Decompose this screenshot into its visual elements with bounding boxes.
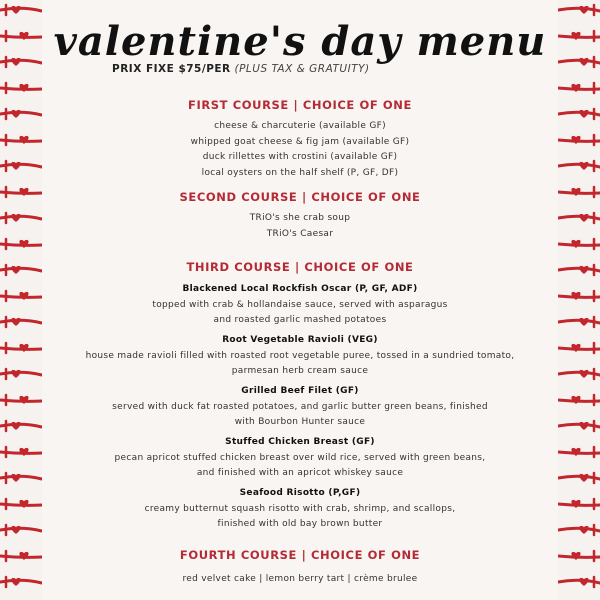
first-course-list bbox=[42, 119, 558, 181]
heart-arrow-icon bbox=[0, 213, 42, 223]
heart-arrow-icon bbox=[0, 343, 42, 353]
dish-desc: creamy butternut squash risotto with crab, shrimp, and scallops, bbox=[144, 503, 456, 514]
heart-arrow-icon bbox=[558, 317, 600, 327]
dish-desc: served with duck fat roasted potatoes, and garlic butter green beans, finished bbox=[112, 401, 488, 412]
list-item: duck rillettes with crostini (available GF) bbox=[202, 152, 398, 162]
heart-arrow-icon bbox=[0, 525, 42, 535]
heart-arrow-icon bbox=[558, 135, 600, 145]
dish-chicken bbox=[42, 435, 558, 482]
heart-arrow-icon bbox=[0, 421, 42, 431]
heart-arrow-icon bbox=[558, 577, 600, 587]
heart-arrow-icon bbox=[0, 499, 42, 509]
menu-title: valentine's day menu bbox=[53, 18, 547, 65]
heart-arrow-icon bbox=[558, 473, 600, 483]
heart-arrow-icon bbox=[558, 369, 600, 379]
heart-arrow-icon bbox=[558, 395, 600, 405]
heart-arrow-icon bbox=[558, 343, 600, 353]
heart-arrow-icon bbox=[558, 213, 600, 223]
heart-arrow-icon bbox=[558, 447, 600, 457]
heart-arrow-icon bbox=[558, 161, 600, 171]
dish-desc: house made ravioli filled with roasted root vegetable puree, tossed in a sundried tomato, bbox=[85, 350, 515, 361]
heart-arrow-icon bbox=[0, 395, 42, 405]
heart-border-right bbox=[558, 0, 600, 600]
prix-fixe-label: PRIX FIXE $75/PER bbox=[112, 63, 231, 75]
list-item: TRiO's she crab soup bbox=[249, 213, 351, 223]
dish-desc: and finished with an apricot whiskey sauce bbox=[196, 468, 404, 478]
heart-arrow-icon bbox=[558, 109, 600, 119]
dish-desc: parmesan herb cream sauce bbox=[231, 366, 369, 376]
dish-name: Grilled Beef Filet (GF) bbox=[241, 386, 359, 396]
dish-desc: finished with old bay brown butter bbox=[217, 519, 383, 529]
list-item: TRiO's Caesar bbox=[266, 228, 334, 239]
heart-arrow-icon bbox=[558, 525, 600, 535]
heart-arrow-icon bbox=[0, 83, 42, 93]
heart-arrow-icon bbox=[0, 577, 42, 587]
heart-arrow-icon bbox=[0, 291, 42, 301]
dish-name: Root Vegetable Ravioli (VEG) bbox=[222, 335, 378, 345]
heart-arrow-icon bbox=[0, 57, 42, 67]
heart-arrow-icon bbox=[558, 187, 600, 197]
heart-border-left bbox=[0, 0, 42, 600]
dish-desc: pecan apricot stuffed chicken breast over wild rice, served with green beans, bbox=[114, 452, 486, 463]
heart-arrow-icon bbox=[0, 31, 42, 41]
heart-arrow-icon bbox=[558, 265, 600, 275]
list-item: red velvet cake | lemon berry tart | crème brulee bbox=[182, 574, 418, 584]
prix-fixe-line bbox=[112, 63, 370, 75]
dish-rockfish bbox=[42, 282, 558, 329]
heart-arrow-icon bbox=[0, 447, 42, 457]
second-course-heading: SECOND COURSE | CHOICE OF ONE bbox=[179, 190, 421, 204]
heart-arrow-icon bbox=[0, 187, 42, 197]
first-course-heading: FIRST COURSE | CHOICE OF ONE bbox=[188, 98, 412, 112]
dish-risotto bbox=[42, 486, 558, 533]
heart-arrow-icon bbox=[558, 83, 600, 93]
heart-arrow-icon bbox=[558, 499, 600, 509]
heart-arrow-icon bbox=[0, 161, 42, 171]
heart-arrow-icon bbox=[0, 5, 42, 15]
fourth-course-list bbox=[42, 572, 558, 588]
prix-fixe-note: (PLUS TAX & GRATUITY) bbox=[234, 63, 370, 75]
heart-arrow-icon bbox=[0, 265, 42, 275]
heart-arrow-icon bbox=[0, 369, 42, 379]
heart-arrow-icon bbox=[0, 473, 42, 483]
heart-arrow-icon bbox=[0, 551, 42, 561]
second-course-list bbox=[42, 211, 558, 242]
menu-paper bbox=[42, 0, 558, 600]
heart-arrow-icon bbox=[0, 109, 42, 119]
heart-arrow-icon bbox=[0, 239, 42, 249]
heart-arrow-icon bbox=[558, 239, 600, 249]
third-course-heading: THIRD COURSE | CHOICE OF ONE bbox=[186, 260, 414, 274]
dish-name: Stuffed Chicken Breast (GF) bbox=[225, 437, 375, 447]
heart-arrow-icon bbox=[558, 31, 600, 41]
heart-arrow-icon bbox=[558, 421, 600, 431]
heart-arrow-icon bbox=[558, 551, 600, 561]
dish-desc: topped with crab & hollandaise sauce, served with asparagus bbox=[152, 299, 448, 310]
dish-desc: and roasted garlic mashed potatoes bbox=[213, 315, 387, 325]
heart-arrow-icon bbox=[558, 57, 600, 67]
heart-arrow-icon bbox=[558, 5, 600, 15]
heart-arrow-icon bbox=[558, 291, 600, 301]
dish-name: Seafood Risotto (P,GF) bbox=[239, 488, 361, 498]
dish-name: Blackened Local Rockfish Oscar (P, GF, ADF) bbox=[182, 284, 418, 294]
dish-desc: with Bourbon Hunter sauce bbox=[234, 417, 366, 427]
list-item: cheese & charcuterie (available GF) bbox=[214, 121, 386, 131]
dish-ravioli bbox=[42, 333, 558, 380]
heart-arrow-icon bbox=[0, 135, 42, 145]
fourth-course-heading: FOURTH COURSE | CHOICE OF ONE bbox=[179, 548, 421, 562]
dish-beef-filet bbox=[42, 384, 558, 431]
heart-arrow-icon bbox=[0, 317, 42, 327]
list-item: local oysters on the half shelf (P, GF, DF) bbox=[201, 167, 399, 178]
list-item: whipped goat cheese & fig jam (available GF) bbox=[190, 136, 410, 147]
